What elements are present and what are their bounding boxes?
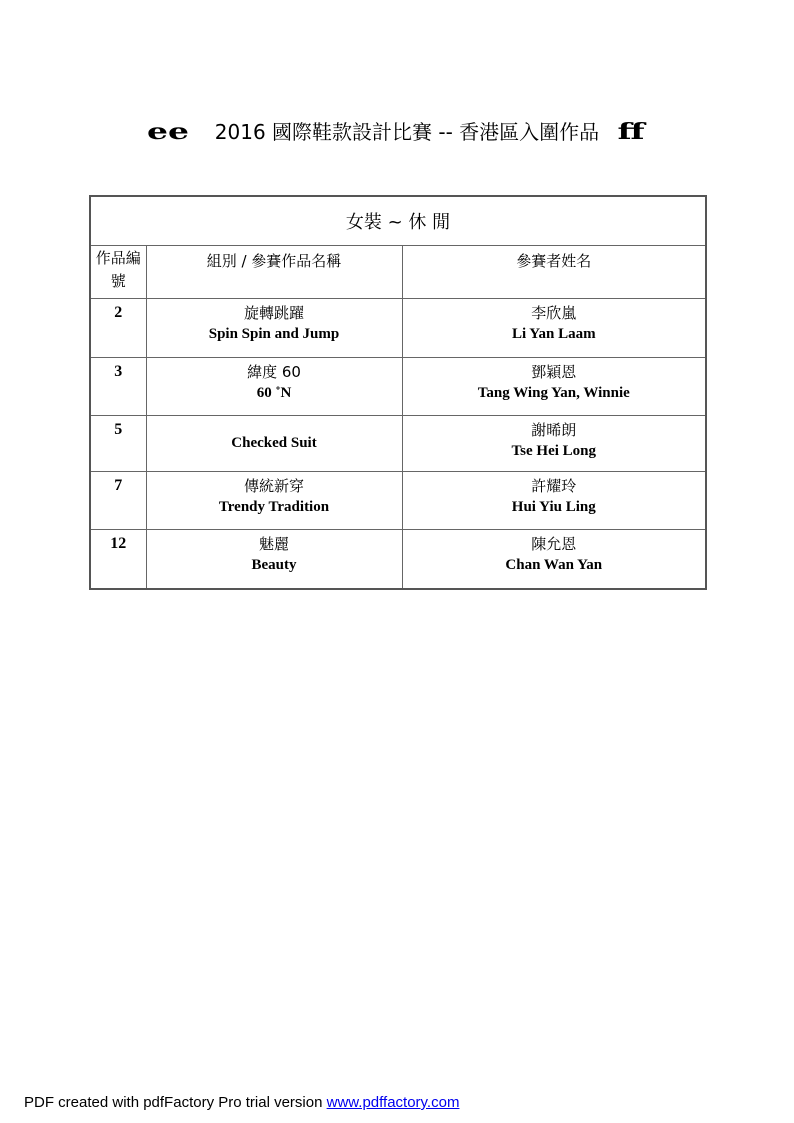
entrant-name-zh: 鄧穎恩	[531, 363, 577, 381]
entrant-name-en: Tang Wing Yan, Winnie	[477, 385, 630, 401]
entry-number: 3	[90, 358, 146, 416]
column-header-entry: 組別 / 參賽作品名稱	[146, 246, 402, 299]
entry-number: 5	[90, 416, 146, 472]
entry-title-cell	[146, 472, 402, 530]
entry-title-zh: 傳統新穿	[243, 477, 304, 495]
entry-number: 2	[90, 299, 146, 358]
entry-title-en: Spin Spin and Jump	[208, 326, 340, 342]
entrant-cell	[402, 472, 706, 530]
entry-title-en: 60 ˚N	[256, 385, 292, 401]
table-row	[90, 358, 706, 416]
entry-title-en: Beauty	[251, 557, 297, 573]
entrant-cell	[402, 416, 706, 472]
pdf-footer	[24, 1094, 459, 1111]
entry-title-en: Checked Suit	[231, 435, 317, 451]
table-row	[90, 472, 706, 530]
entry-title-cell	[146, 299, 402, 358]
entrant-cell	[402, 299, 706, 358]
table-row	[90, 530, 706, 589]
footer-text: PDF created with pdfFactory Pro trial version	[24, 1094, 327, 1111]
entry-title-zh: 緯度 60	[247, 363, 301, 381]
entry-number: 7	[90, 472, 146, 530]
finalists-table	[89, 195, 707, 590]
entry-title-zh: 旋轉跳躍	[243, 304, 304, 322]
entrant-name-en: Tse Hei Long	[511, 443, 596, 459]
column-header-entrant: 參賽者姓名	[402, 246, 706, 299]
entry-number: 12	[90, 530, 146, 589]
category-heading: 女裝 ~ 休 閒	[90, 196, 706, 246]
entrant-name-zh: 陳允恩	[531, 535, 577, 553]
entrant-name-en: Chan Wan Yan	[505, 557, 603, 573]
entrant-name-zh: 李欣嵐	[531, 304, 577, 322]
entrant-cell	[402, 530, 706, 589]
entry-title-cell	[146, 530, 402, 589]
entrant-name-en: Li Yan Laam	[511, 326, 596, 342]
pdffactory-link[interactable]: www.pdffactory.com	[326, 1094, 460, 1111]
entrant-name-en: Hui Yiu Ling	[511, 499, 596, 515]
decorative-ornament-left: ee	[146, 119, 189, 145]
entry-title-zh: 魅麗	[258, 535, 289, 553]
document-title	[0, 116, 794, 145]
entry-title-cell	[146, 358, 402, 416]
table-row	[90, 299, 706, 358]
table-row	[90, 416, 706, 472]
page-title: 2016 國際鞋款設計比賽 -- 香港區入圍作品	[214, 120, 600, 144]
entrant-cell	[402, 358, 706, 416]
entry-title-en: Trendy Tradition	[218, 499, 330, 515]
entrant-name-zh: 許耀玲	[531, 477, 577, 495]
entrant-name-zh: 謝晞朗	[531, 421, 577, 439]
decorative-ornament-right: ff	[617, 119, 645, 145]
entry-title-cell	[146, 416, 402, 472]
column-header-number: 作品編號	[90, 246, 146, 299]
